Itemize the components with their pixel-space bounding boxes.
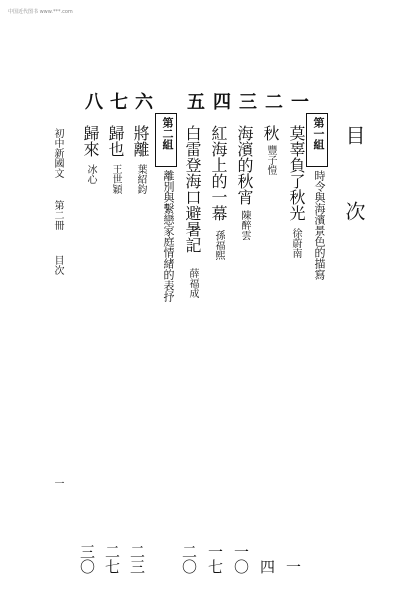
running-footer-section: 目次: [52, 255, 63, 275]
entry-page: 一〇: [232, 544, 250, 574]
entry-author: 冰心: [85, 164, 96, 184]
entry-author: 徐蔚南: [290, 228, 301, 258]
group-one-label: 第一組: [312, 117, 325, 150]
entry-number: 二: [262, 92, 283, 110]
entry-number: 三: [236, 92, 257, 110]
entry-number: 四: [210, 92, 231, 110]
entry-page: 三〇: [78, 544, 96, 574]
entry-author: 孫福熙: [213, 230, 224, 260]
entry-number: 七: [107, 92, 128, 110]
entry-number: 八: [82, 92, 103, 110]
entry-page: 四: [258, 559, 276, 574]
entry-page: 二七: [103, 544, 121, 574]
entry-page: 二三: [128, 544, 146, 574]
entry-title: 歸也: [106, 125, 125, 157]
entry-title: 海濱的秋宵: [235, 125, 254, 205]
entry-title: 莫辜負了秋光: [287, 125, 306, 221]
entry-author: 葉紹鈞: [135, 164, 146, 194]
running-footer-page-number: 一: [52, 478, 63, 488]
entry-author: 陳醉雲: [239, 210, 250, 240]
entry-author: 王世穎: [110, 164, 121, 194]
running-footer-volume: 第二冊: [52, 200, 63, 230]
entry-number: 一: [288, 92, 309, 110]
watermark: 中国近代图书 www.***.com: [8, 9, 73, 15]
page-title: 目 次: [342, 125, 366, 237]
entry-author: 豐子愷: [265, 145, 276, 175]
entry-page: 二〇: [180, 544, 198, 574]
entry-title: 紅海上的一幕: [209, 125, 228, 221]
entry-page: 一: [284, 559, 302, 574]
running-footer-book: 初中新國文: [52, 128, 63, 178]
group-one-theme: 時令與海濱景色的描寫: [313, 170, 326, 280]
entry-number: 五: [184, 92, 205, 110]
entry-title: 歸來: [81, 125, 100, 157]
group-two-label: 第二組: [161, 117, 174, 150]
entry-title: 秋: [261, 125, 280, 141]
entry-number: 六: [132, 92, 153, 110]
entry-author: 薛福成: [187, 268, 198, 298]
entry-title: 白雷登海口避暑記: [183, 125, 202, 253]
entry-title: 將離: [131, 125, 150, 157]
group-two-theme: 離別與繫戀家庭情緒的表抒: [162, 170, 175, 302]
entry-page: 一七: [206, 544, 224, 574]
